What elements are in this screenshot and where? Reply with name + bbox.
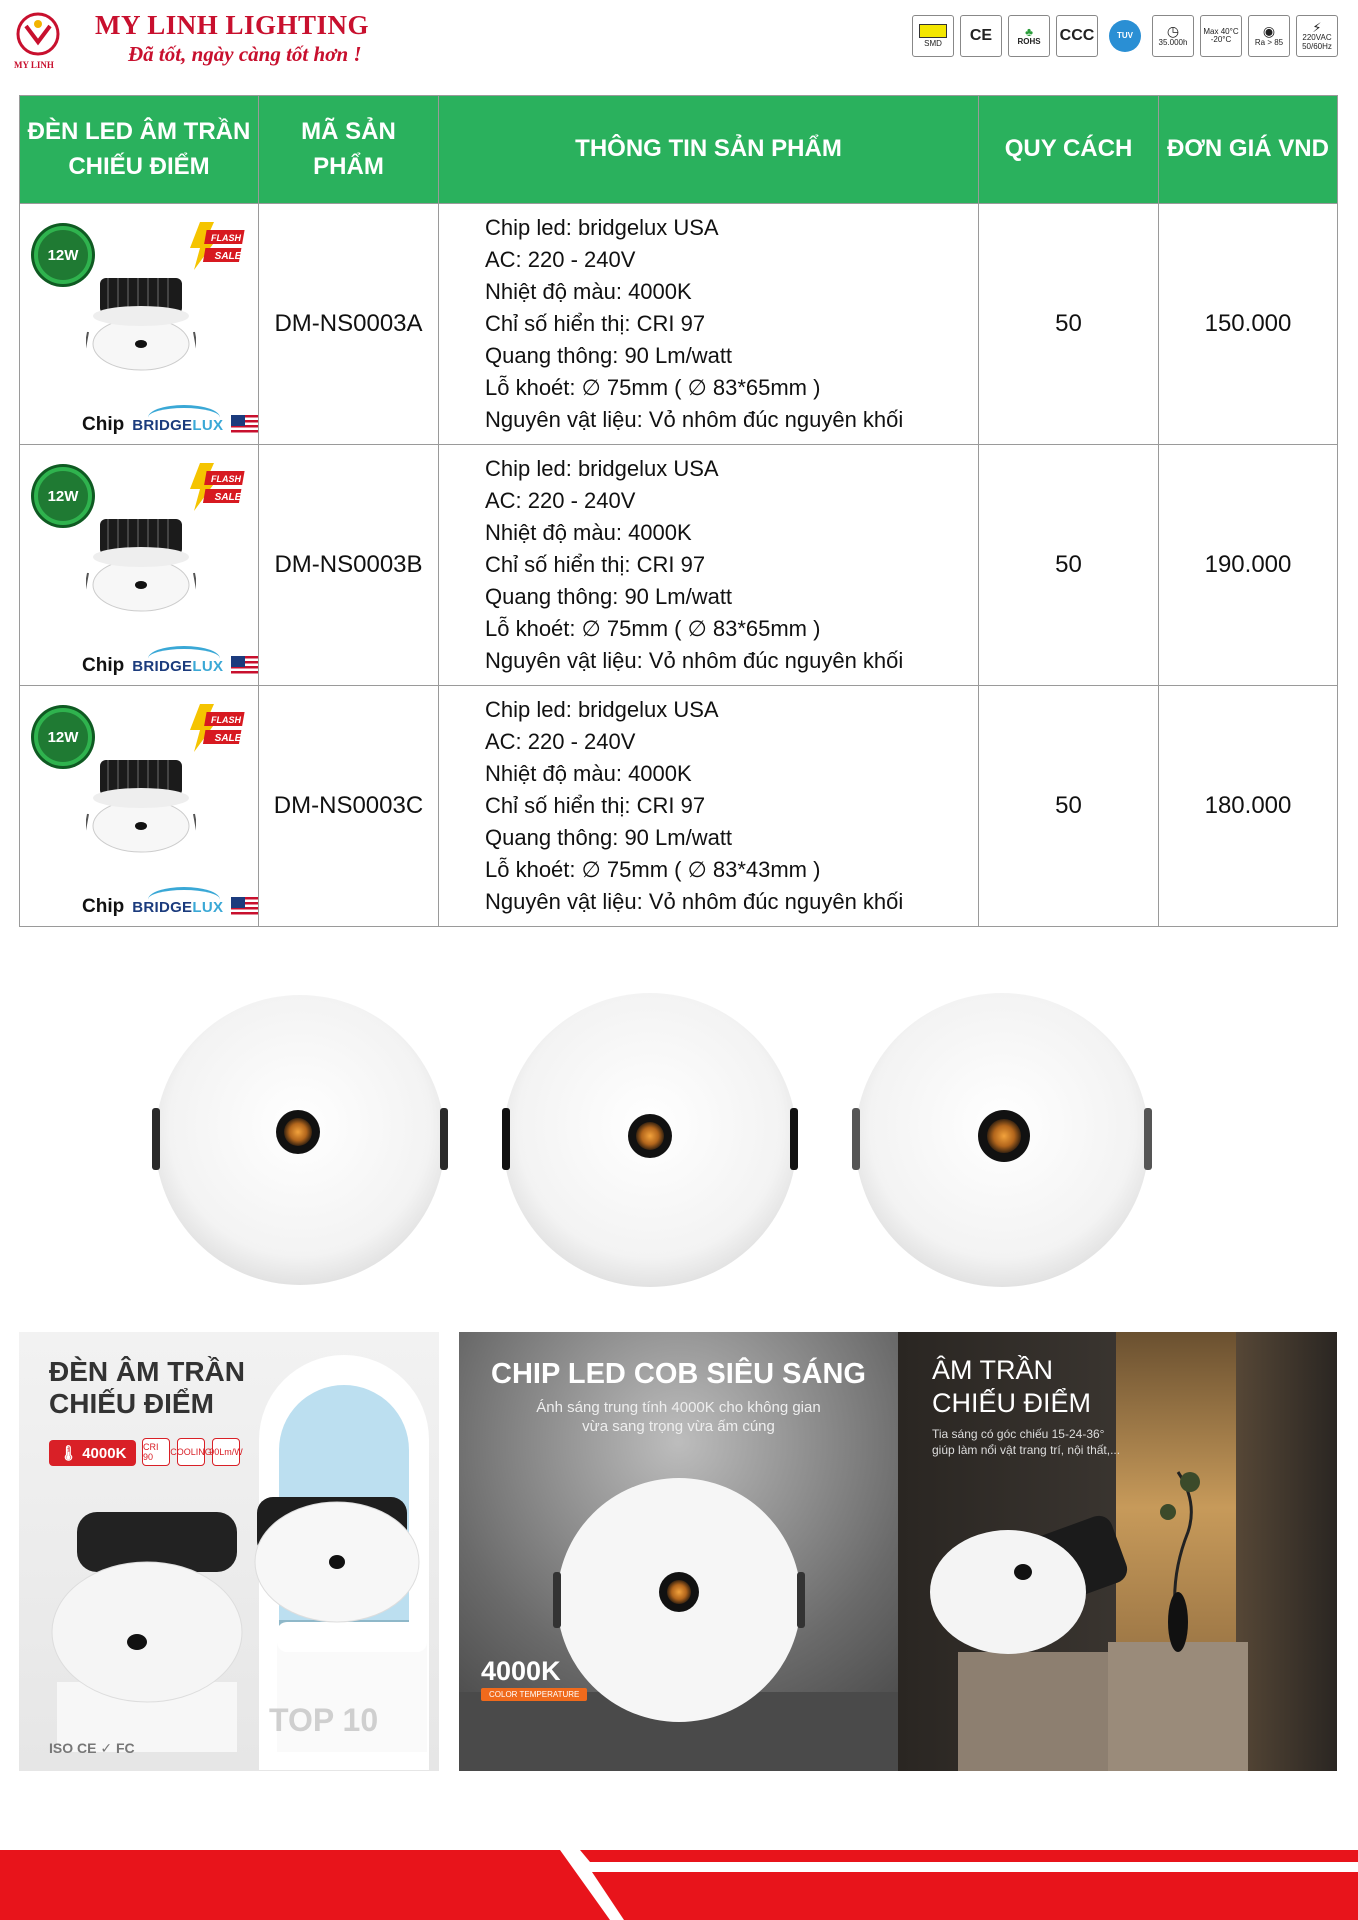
brand-name: MY LINH LIGHTING xyxy=(95,10,370,40)
product-info-line: Chỉ số hiển thị: CRI 97 xyxy=(485,311,706,336)
product-info-line: Nhiệt độ màu: 4000K xyxy=(485,520,692,545)
efficiency-icon: 90Lm/W xyxy=(212,1438,240,1466)
flash-sale-icon xyxy=(186,222,248,270)
bridgelux-logo: BRIDGELUX xyxy=(132,657,224,675)
table-row xyxy=(20,686,1338,927)
product-info xyxy=(439,686,979,927)
top10-watermark: TOP 10 xyxy=(269,1702,379,1738)
lifetime-icon: ◷ 35.000h xyxy=(1152,15,1194,57)
logo-caption: MY LINH xyxy=(14,60,54,70)
svg-text:SALE: SALE xyxy=(214,251,242,262)
usa-flag-icon xyxy=(231,656,258,676)
header-price: ĐƠN GIÁ VND xyxy=(1159,96,1338,204)
wattage-badge: 12W xyxy=(34,708,92,766)
banner2-lamp-illustration xyxy=(459,1452,898,1771)
svg-text:SALE: SALE xyxy=(214,492,242,503)
chip-bridgelux-label: Chip BRIDGELUX xyxy=(82,414,258,436)
downlight-product-icon xyxy=(86,754,196,854)
table-header-row xyxy=(20,96,1338,204)
product-table xyxy=(19,95,1338,927)
downlight-product-icon xyxy=(86,272,196,372)
product-packing: 50 xyxy=(979,686,1159,927)
product-info-line: Nguyên vật liệu: Vỏ nhôm đúc nguyên khối xyxy=(485,648,904,673)
tuv-icon: TUV xyxy=(1104,15,1146,57)
chip-bridgelux-label: Chip BRIDGELUX xyxy=(82,655,258,677)
product-info-line: Chỉ số hiển thị: CRI 97 xyxy=(485,793,706,818)
product-price: 180.000 xyxy=(1159,686,1338,927)
flash-sale-icon xyxy=(186,463,248,511)
flash-sale-icon xyxy=(186,704,248,752)
product-code: DM-NS0003A xyxy=(259,204,439,445)
product-info-line: Nhiệt độ màu: 4000K xyxy=(485,761,692,786)
brand-logo-icon xyxy=(16,12,60,56)
brand-slogan: Đã tốt, ngày càng tốt hơn ! xyxy=(128,42,362,66)
product-info-line: Lỗ khoét: ∅ 75mm ( ∅ 83*65mm ) xyxy=(485,616,821,641)
product-info-line: Nhiệt độ màu: 4000K xyxy=(485,279,692,304)
product-info-line: Chip led: bridgelux USA xyxy=(485,697,719,722)
product-info-line: AC: 220 - 240V xyxy=(485,488,636,513)
cri-icon: CRI 90 xyxy=(142,1438,170,1466)
banner2-subtitle: Ánh sáng trung tính 4000K cho không gian vừa sang trọng vừa ấm cúng xyxy=(536,1399,821,1435)
chip-bridgelux-label: Chip BRIDGELUX xyxy=(82,896,258,918)
temperature-icon: Max 40°C -20°C xyxy=(1200,15,1242,57)
lamp-front-view-c xyxy=(852,990,1152,1290)
product-info xyxy=(439,204,979,445)
header-product-info: THÔNG TIN SẢN PHẨM xyxy=(439,96,979,204)
bridgelux-logo: BRIDGELUX xyxy=(132,898,224,916)
product-packing: 50 xyxy=(979,204,1159,445)
product-info-line: Chip led: bridgelux USA xyxy=(485,456,719,481)
product-info-line: Nguyên vật liệu: Vỏ nhôm đúc nguyên khối xyxy=(485,407,904,432)
table-row xyxy=(20,445,1338,686)
promo-banner-scene xyxy=(898,1332,1337,1771)
banner3-subtitle: Tia sáng có góc chiếu 15-24-36° giúp làm nổi vật trang trí, nội thất,... xyxy=(932,1427,1121,1457)
color-temperature-pill: 🌡 4000K xyxy=(49,1440,136,1466)
smd-icon: SMD xyxy=(912,15,954,57)
product-image-cell xyxy=(20,686,259,927)
svg-text:FLASH: FLASH xyxy=(211,233,241,243)
product-price: 190.000 xyxy=(1159,445,1338,686)
rohs-icon: ♣ ROHS xyxy=(1008,15,1050,57)
lamp-front-view-a xyxy=(150,990,450,1290)
downlight-product-icon xyxy=(86,513,196,613)
banner2-title: CHIP LED COB SIÊU SÁNG xyxy=(491,1358,866,1390)
product-image-cell xyxy=(20,204,259,445)
banner1-title: ĐÈN ÂM TRẦN CHIẾU ĐIỂM xyxy=(49,1356,245,1419)
banner2-kelvin: 4000K xyxy=(481,1656,561,1686)
wattage-badge: 12W xyxy=(34,226,92,284)
cooling-icon: COOLING xyxy=(177,1438,205,1466)
product-info-line: Nguyên vật liệu: Vỏ nhôm đúc nguyên khối xyxy=(485,889,904,914)
promo-banner-product xyxy=(19,1332,439,1771)
usa-flag-icon xyxy=(231,897,258,917)
table-row xyxy=(20,204,1338,445)
product-info-line: Quang thông: 90 Lm/watt xyxy=(485,825,733,850)
voltage-icon: ⚡ 220VAC 50/60Hz xyxy=(1296,15,1338,57)
footer-red-stripes xyxy=(0,1850,1358,1920)
product-info-line: Lỗ khoét: ∅ 75mm ( ∅ 83*43mm ) xyxy=(485,857,821,882)
product-info-line: AC: 220 - 240V xyxy=(485,247,636,272)
product-info-line: AC: 220 - 240V xyxy=(485,729,636,754)
svg-text:FLASH: FLASH xyxy=(211,715,241,725)
banner2-color-temperature-tag: COLOR TEMPERATURE xyxy=(481,1688,587,1701)
svg-text:FLASH: FLASH xyxy=(211,474,241,484)
header-product-image: ĐÈN LED ÂM TRẦN CHIẾU ĐIỂM xyxy=(20,96,259,204)
banner3-title: ÂM TRẦN CHIẾU ĐIỂM xyxy=(932,1355,1092,1418)
product-info xyxy=(439,445,979,686)
product-info-line: Chỉ số hiển thị: CRI 97 xyxy=(485,552,706,577)
wattage-badge: 12W xyxy=(34,467,92,525)
usa-flag-icon xyxy=(231,415,258,435)
header-packing: QUY CÁCH xyxy=(979,96,1159,204)
ce-icon: CE xyxy=(960,15,1002,57)
product-code: DM-NS0003B xyxy=(259,445,439,686)
banner1-cert-icons: ISO CE ✓ FC xyxy=(49,1740,135,1756)
ccc-icon: CCC xyxy=(1056,15,1098,57)
product-info-line: Quang thông: 90 Lm/watt xyxy=(485,343,733,368)
product-info-line: Lỗ khoét: ∅ 75mm ( ∅ 83*65mm ) xyxy=(485,375,821,400)
lamp-front-view-b xyxy=(500,990,800,1290)
product-info-line: Quang thông: 90 Lm/watt xyxy=(485,584,733,609)
svg-text:SALE: SALE xyxy=(214,733,242,744)
eye-icon: ◉ Ra > 85 xyxy=(1248,15,1290,57)
product-image-cell xyxy=(20,445,259,686)
product-code: DM-NS0003C xyxy=(259,686,439,927)
header-product-code: MÃ SẢN PHẨM xyxy=(259,96,439,204)
product-packing: 50 xyxy=(979,445,1159,686)
bridgelux-logo: BRIDGELUX xyxy=(132,416,224,434)
promo-banner-chip xyxy=(459,1332,898,1771)
certification-icons xyxy=(912,15,1338,57)
product-price: 150.000 xyxy=(1159,204,1338,445)
product-info-line: Chip led: bridgelux USA xyxy=(485,215,719,240)
